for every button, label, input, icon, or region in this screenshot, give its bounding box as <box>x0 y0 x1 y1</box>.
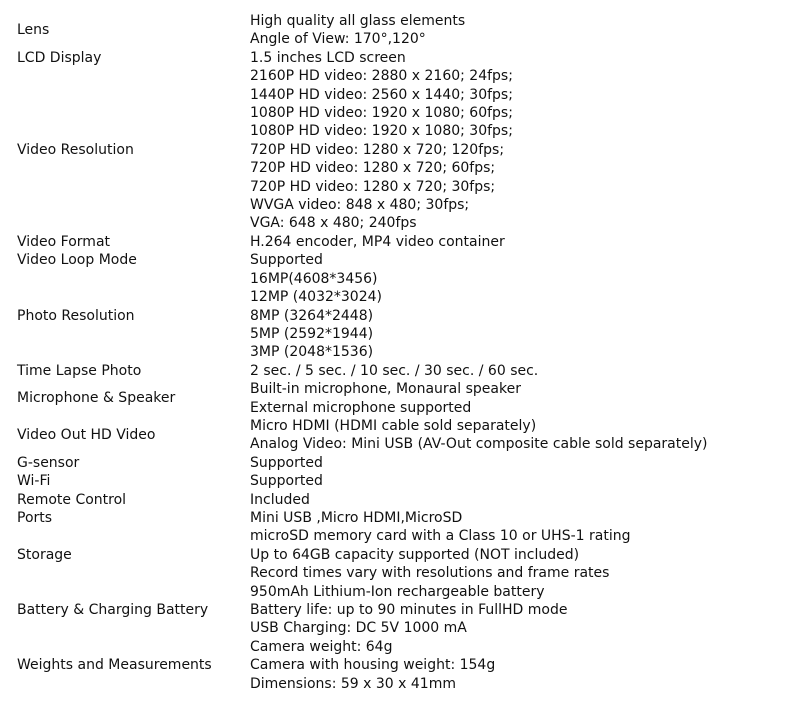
spec-table <box>0 12 796 693</box>
spec-label: Video Format <box>17 233 111 250</box>
spec-row <box>0 583 796 638</box>
spec-label: Video Out HD Video <box>17 427 156 444</box>
spec-values <box>250 509 462 527</box>
spec-row <box>0 491 796 509</box>
spec-values <box>250 251 323 269</box>
spec-value: 720P HD video: 1280 x 720; 60fps; <box>250 160 496 177</box>
spec-value: 5MP (2592*1944) <box>250 325 374 342</box>
spec-label: Microphone & Speaker <box>17 390 176 407</box>
spec-values <box>250 472 323 490</box>
spec-value: Camera with housing weight: 154g <box>250 657 496 674</box>
spec-label: Video Resolution <box>17 141 134 158</box>
spec-row <box>0 49 796 67</box>
spec-label: Remote Control <box>17 491 127 508</box>
spec-value: Built-in microphone, Monaural speaker <box>250 381 521 398</box>
spec-label: Battery & Charging Battery <box>17 602 209 618</box>
spec-row <box>0 509 796 527</box>
spec-values <box>250 362 538 380</box>
spec-values <box>250 583 567 638</box>
spec-row <box>0 454 796 472</box>
spec-row <box>0 251 796 269</box>
spec-value: Analog Video: Mini USB (AV-Out composite cable sold separately) <box>250 436 708 453</box>
spec-value: 720P HD video: 1280 x 720; 120fps; <box>250 141 505 158</box>
spec-value: 1080P HD video: 1920 x 1080; 30fps; <box>250 123 513 140</box>
spec-label: Weights and Measurements <box>17 657 212 674</box>
spec-label: Time Lapse Photo <box>17 362 142 379</box>
spec-row <box>0 233 796 251</box>
spec-value: 1080P HD video: 1920 x 1080; 60fps; <box>250 105 513 122</box>
spec-value: Mini USB ,Micro HDMI,MicroSD <box>250 509 463 526</box>
spec-value: Record times vary with resolutions and frame rates <box>250 565 610 582</box>
spec-value: VGA: 648 x 480; 240fps <box>250 215 417 232</box>
spec-values <box>250 49 406 67</box>
spec-value: 950mAh Lithium-Ion rechargeable battery <box>250 583 545 600</box>
spec-row <box>0 638 796 693</box>
spec-value: 8MP (3264*2448) <box>250 307 374 324</box>
spec-values <box>250 454 323 472</box>
spec-value: Up to 64GB capacity supported (NOT included) <box>250 546 580 563</box>
spec-label: Lens <box>17 22 50 39</box>
spec-value: H.264 encoder, MP4 video container <box>250 233 505 250</box>
spec-row <box>0 362 796 380</box>
spec-values <box>250 12 465 49</box>
spec-values <box>250 270 382 362</box>
spec-value: Dimensions: 59 x 30 x 41mm <box>250 675 456 692</box>
spec-label: Ports <box>17 509 53 526</box>
spec-value: Supported <box>250 252 323 269</box>
spec-value: 12MP (4032*3024) <box>250 289 382 306</box>
spec-value: Angle of View: 170°,120° <box>250 31 426 48</box>
spec-value: 1440P HD video: 2560 x 1440; 30fps; <box>250 86 513 103</box>
spec-value: 2160P HD video: 2880 x 2160; 24fps; <box>250 68 513 85</box>
spec-row <box>0 380 796 417</box>
spec-values <box>250 233 505 251</box>
spec-value: Battery life: up to 90 minutes in FullHD mode <box>250 602 568 618</box>
spec-value: 2 sec. / 5 sec. / 10 sec. / 30 sec. / 60 sec. <box>250 362 539 379</box>
spec-value: External microphone supported <box>250 399 472 416</box>
spec-row <box>0 12 796 49</box>
spec-values <box>250 417 708 454</box>
spec-label: G-sensor <box>17 454 80 471</box>
spec-label: Storage <box>17 546 72 563</box>
spec-value: Supported <box>250 454 323 471</box>
spec-row <box>0 67 796 233</box>
spec-row <box>0 472 796 490</box>
spec-value: WVGA video: 848 x 480; 30fps; <box>250 197 470 214</box>
spec-value: Micro HDMI (HDMI cable sold separately) <box>250 417 537 434</box>
spec-label: LCD Display <box>17 49 102 66</box>
spec-value: microSD memory card with a Class 10 or UHS-1 rating <box>250 528 631 545</box>
spec-values <box>250 380 521 417</box>
spec-label: Photo Resolution <box>17 307 135 324</box>
spec-value: 16MP(4608*3456) <box>250 270 378 287</box>
spec-values <box>250 67 513 233</box>
spec-value: USB Charging: DC 5V 1000 mA <box>250 620 467 637</box>
spec-value: Camera weight: 64g <box>250 638 393 655</box>
spec-value: Included <box>250 491 310 508</box>
spec-value: 720P HD video: 1280 x 720; 30fps; <box>250 178 496 195</box>
spec-value: Supported <box>250 473 323 490</box>
spec-values <box>250 638 495 693</box>
spec-values <box>250 491 310 509</box>
spec-row <box>0 527 796 582</box>
spec-row <box>0 270 796 362</box>
spec-value: 1.5 inches LCD screen <box>250 49 406 66</box>
spec-label: Video Loop Mode <box>17 252 137 269</box>
spec-row <box>0 417 796 454</box>
spec-value: 3MP (2048*1536) <box>250 344 374 361</box>
spec-label: Wi-Fi <box>17 473 51 490</box>
spec-values <box>250 527 630 582</box>
spec-value: High quality all glass elements <box>250 13 466 29</box>
